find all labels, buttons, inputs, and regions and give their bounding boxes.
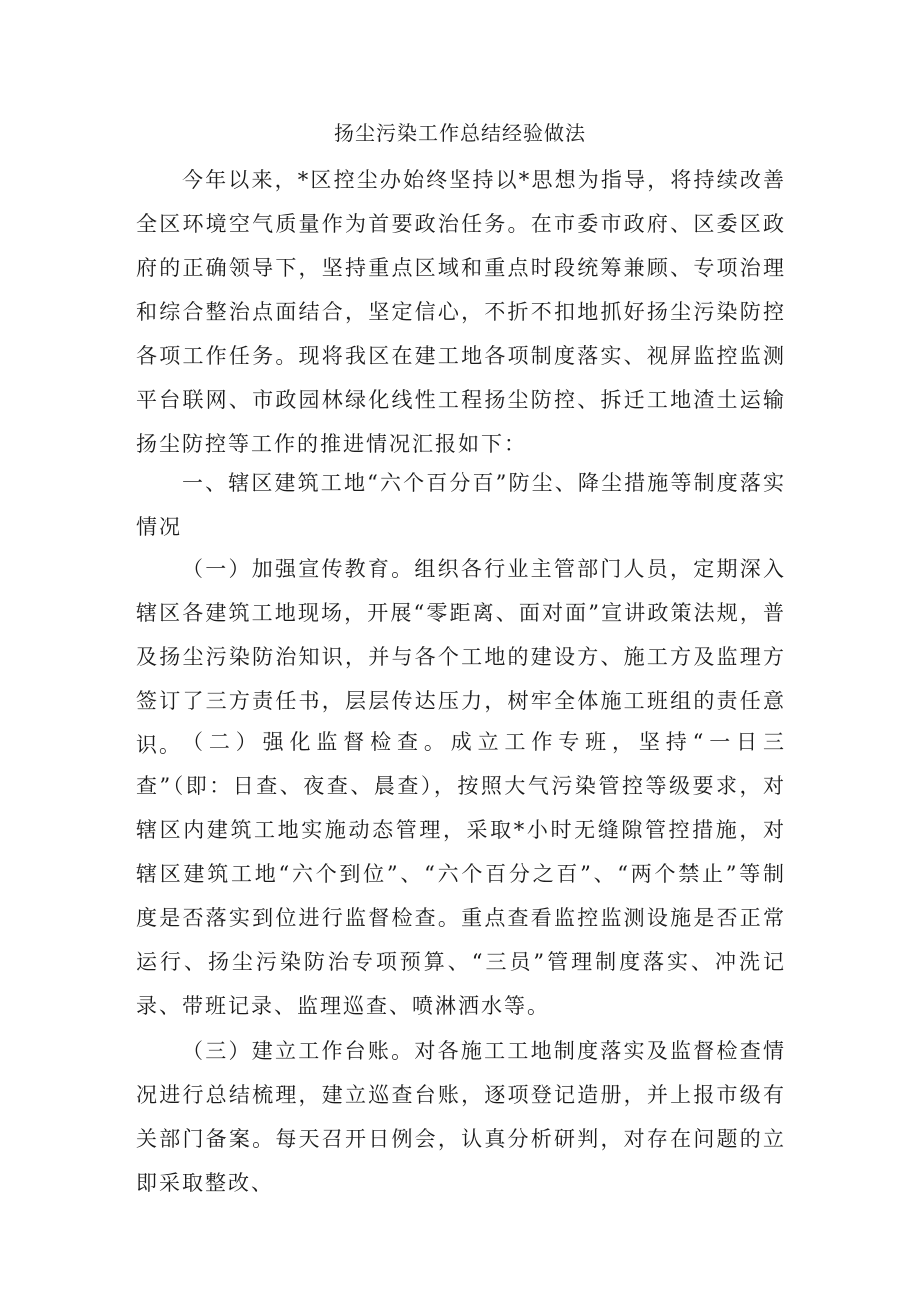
section-1-heading: 一、辖区建筑工地“六个百分百”防尘、降尘措施等制度落实情况 [136,471,786,539]
subsection-2-paragraph: （二）强化监督检查。成立工作专班，坚持“一日三查”（即：日查、夜查、晨查），按照大气污染管控等级要求，对辖区内建筑工地实施动态管理，采取*小时无缝隙管控措施，对辖区建筑工地“六个到位”、“六个百分之百”、“两个禁止”等制度是否落实到位进行监督检查。重点查看监控监测设施是否正常运行、扬尘污染防治专项预算、“三员”管理制度落实、冲洗记录、带班记录、监理巡查、喷淋洒水等。 [136,730,786,1018]
subsection-1-paragraph: （一）加强宣传教育。组织各行业主管部门人员，定期深入辖区各建筑工地现场，开展“零距离、面对面”宣讲政策法规，普及扬尘污染防治知识，并与各个工地的建设方、施工方及监理方签订了三方责任书，层层传达压力，树牢全体施工班组的责任意识。 [136,557,786,757]
subsection-3-paragraph: （三）建立工作台账。对各施工工地制度落实及监督检查情况进行总结梳理，建立巡查台账，逐项登记造册，并上报市级有关部门备案。每天召开日例会，认真分析研判，对存在问题的立即采取整改、 [136,1039,786,1195]
document-title: 扬尘污染工作总结经验做法 [334,121,586,145]
intro-paragraph: 今年以来，*区控尘办始终坚持以*思想为指导，将持续改善全区环境空气质量作为首要政治任务。在市委市政府、区委区政府的正确领导下，坚持重点区域和重点时段统筹兼顾、专项治理和综合整治点面结合，坚定信心，不折不扣地抓好扬尘污染防控各项工作任务。现将我区在建工地各项制度落实、视屏监控监测平台联网、市政园林绿化线性工程扬尘防控、拆迁工地渣土运输扬尘防控等工作的推进情况汇报如下： [136,168,786,456]
